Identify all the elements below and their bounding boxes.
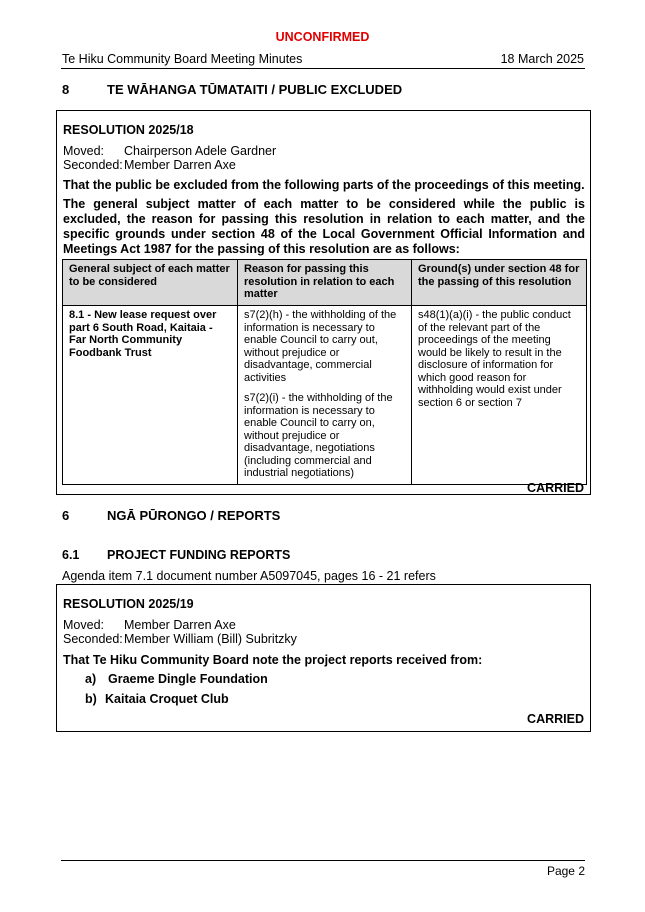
resolution-statement: That Te Hiku Community Board note the project reports received from: bbox=[63, 653, 483, 667]
page-number: Page 2 bbox=[546, 864, 585, 878]
section-6-title: NGĀ PŪRONGO / REPORTS bbox=[107, 508, 281, 523]
agenda-reference: Agenda item 7.1 document number A5097045, pages 16 - 21 refers bbox=[62, 569, 436, 583]
resolution-grounds-statement: The general subject matter of each matter to be considered while the public is excluded, the reason for passing this resolution in relation to each matter, and the specific grounds under section 48 of the Local Government Official Information and Meetings Act 1987 for the passing of this resolution are as follows: bbox=[63, 197, 585, 256]
section-6-heading bbox=[62, 508, 582, 524]
resolution-2025-18-box bbox=[56, 110, 591, 495]
document-title: Te Hiku Community Board Meeting Minutes bbox=[62, 52, 303, 66]
subsection-6-1-heading bbox=[62, 548, 582, 564]
list-item-marker: b) bbox=[85, 692, 97, 706]
list-item-text: Graeme Dingle Foundation bbox=[108, 672, 268, 686]
table-cell-subject: 8.1 - New lease request over part 6 South Road, Kaitaia - Far North Community Foodbank Trust bbox=[63, 306, 238, 485]
unconfirmed-status: UNCONFIRMED bbox=[275, 30, 370, 44]
footer-divider bbox=[61, 860, 585, 861]
section-8-title: TE WĀHANGA TŪMATAITI / PUBLIC EXCLUDED bbox=[107, 82, 403, 97]
table-header-ground: Ground(s) under section 48 for the passing of this resolution bbox=[412, 260, 587, 306]
reason-s7-2-h: s7(2)(h) - the withholding of the information is necessary to enable Council to carry out, without prejudice or disadvantage, commercial activities bbox=[244, 309, 397, 384]
resolution-outcome: CARRIED bbox=[527, 481, 584, 495]
table-row bbox=[63, 306, 587, 485]
subsection-6-1-title: PROJECT FUNDING REPORTS bbox=[107, 548, 291, 562]
seconded-value: Member Darren Axe bbox=[124, 158, 236, 172]
resolution-title: RESOLUTION 2025/19 bbox=[63, 597, 194, 611]
moved-label: Moved: bbox=[63, 144, 104, 158]
resolution-2025-19-box bbox=[56, 584, 591, 732]
resolution-statement: That the public be excluded from the following parts of the proceedings of this meeting. bbox=[63, 178, 585, 192]
section-6-number: 6 bbox=[62, 508, 70, 523]
table-cell-ground: s48(1)(a)(i) - the public conduct of the relevant part of the proceedings of the meeting would be likely to result in the disclosure of information for which good reason for withholding would exist under section 6 or section 7 bbox=[412, 306, 587, 485]
table-cell-reason bbox=[238, 306, 412, 485]
table-header-row bbox=[63, 260, 587, 306]
table-header-subject: General subject of each matter to be considered bbox=[63, 260, 238, 306]
seconded-label: Seconded: bbox=[63, 632, 123, 646]
resolution-title: RESOLUTION 2025/18 bbox=[63, 123, 194, 137]
section-8-heading bbox=[62, 82, 582, 98]
seconded-value: Member William (Bill) Subritzky bbox=[124, 632, 297, 646]
list-item-marker: a) bbox=[85, 672, 97, 686]
list-item bbox=[85, 692, 97, 706]
moved-label: Moved: bbox=[63, 618, 104, 632]
public-excluded-table bbox=[62, 259, 587, 485]
header-divider bbox=[61, 68, 585, 69]
seconded-label: Seconded: bbox=[63, 158, 123, 172]
resolution-outcome: CARRIED bbox=[527, 712, 584, 726]
subsection-6-1-number: 6.1 bbox=[62, 548, 80, 562]
meeting-date: 18 March 2025 bbox=[500, 52, 584, 66]
moved-value: Member Darren Axe bbox=[124, 618, 236, 632]
section-8-number: 8 bbox=[62, 82, 70, 97]
table-header-reason: Reason for passing this resolution in relation to each matter bbox=[238, 260, 412, 306]
list-item bbox=[85, 672, 96, 686]
moved-value: Chairperson Adele Gardner bbox=[124, 144, 277, 158]
reason-s7-2-i: s7(2)(i) - the withholding of the information is necessary to enable Council to carry on, without prejudice or disadvantage, negotiations (including commercial and industrial negotiations) bbox=[244, 392, 393, 479]
list-item-text: Kaitaia Croquet Club bbox=[105, 692, 229, 706]
